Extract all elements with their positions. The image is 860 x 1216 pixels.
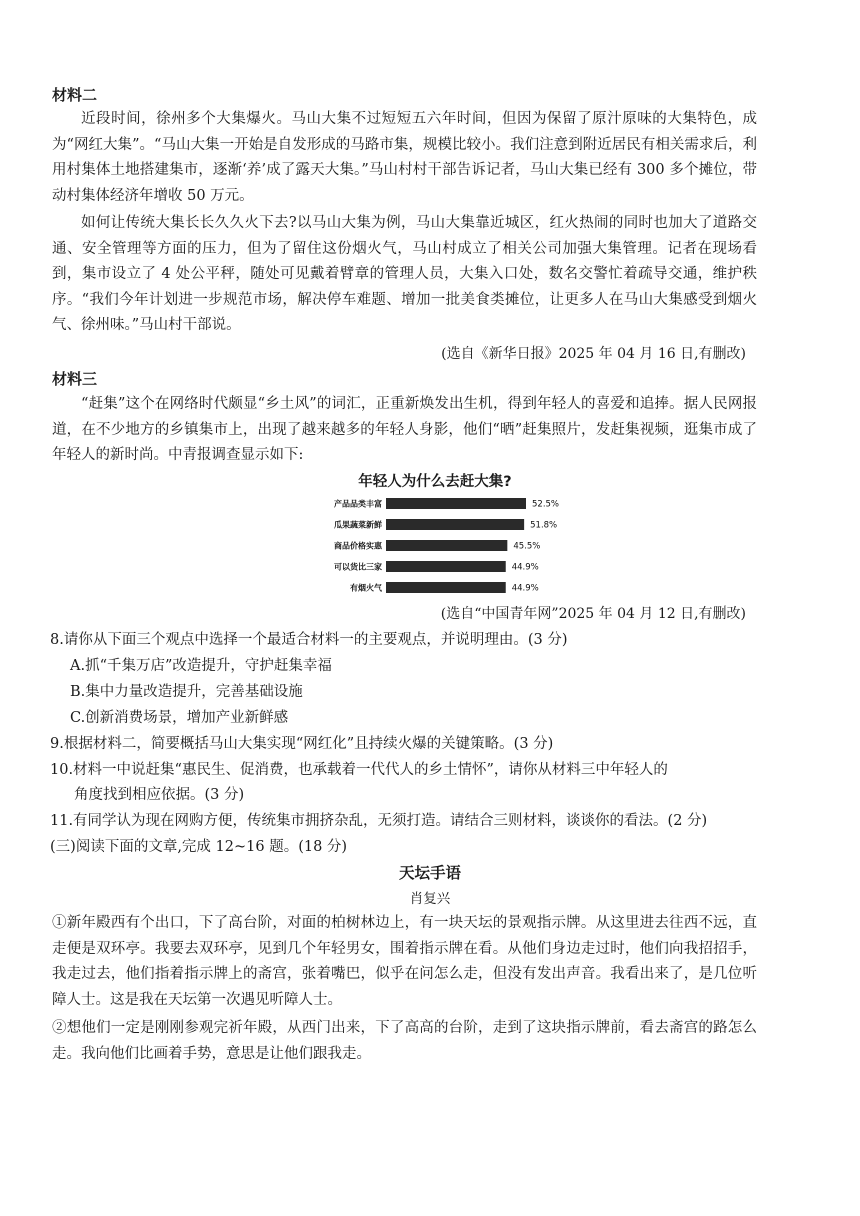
material2-paragraph-2: 如何让传统大集长长久久火下去?以马山大集为例，马山大集靠近城区，红火热闹的同时也加大了道路交通、安全管理等方面的压力，但为了留住这份烟火气，马山村成立了相关公司加强大集管理。记者在现场看到，集市设立了 4 处公平秤，随处可见戴着臂章的管理人员，大集入口处，数名交警忙着疏导交通，维护秩序。“我们今年计划进一步规范市场，解决停车难题、增加一批美食类摊位，让更多人在马山大集感受到烟火气、徐州味。”马山村干部说。 xyxy=(52,215,757,333)
question-9: 9.根据材料二，简要概括马山大集实现“网红化”且持续火爆的关键策略。(3 分) xyxy=(50,736,554,752)
material2-paragraph-1: 近段时间，徐州多个大集爆火。马山大集不过短短五六年时间，但因为保留了原汁原味的大集特色，成为“网红大集”。“马山大集一开始是自发形成的马路市集，规模比较小。我们注意到附近居民有相关需求后，利用村集体土地搭建集市，逐渐‘养’成了露天大集。”马山村村干部告诉记者，马山大集已经有 300 多个摊位，带动村集体经济年增收 50 万元。 xyxy=(52,111,757,204)
essay-author: 肖复兴 xyxy=(409,891,451,907)
value-label: 44.9% xyxy=(511,562,539,573)
value-label: 44.9% xyxy=(511,583,539,594)
category-label: 有烟火气 xyxy=(350,583,382,593)
bar xyxy=(386,582,506,593)
category-label: 商品价格实惠 xyxy=(334,541,382,551)
bar xyxy=(386,540,507,551)
bar xyxy=(386,519,524,530)
category-label: 瓜果蔬菜新鲜 xyxy=(334,520,382,530)
essay-paragraph-1: ①新年殿西有个出口，下了高台阶，对面的柏树林边上，有一块天坛的景观指示牌。从这里进去往西不远，直走便是双环亭。我要去双环亭，见到几个年轻男女，围着指示牌在看。从他们身边走过时，他们向我招招手，我走过去，他们指着指示牌上的斋宫，张着嘴巴，似乎在问怎么走，但没有发出声音。我看出来了，是几位听障人士。这是我在天坛第一次遇见听障人士。 xyxy=(52,915,757,1008)
question-10-line-2: 角度找到相应依据。(3 分) xyxy=(74,787,245,803)
essay-paragraph-2: ②想他们一定是刚刚参观完祈年殿，从西门出来，下了高高的台阶，走到了这块指示牌前，看去斋宫的路怎么走。我向他们比画着手势，意思是让他们跟我走。 xyxy=(52,1020,757,1062)
question-8: 8.请你从下面三个观点中选择一个最适合材料一的主要观点，并说明理由。(3 分) xyxy=(50,632,568,648)
category-label: 产品品类丰富 xyxy=(334,499,382,509)
chart-title: 年轻人为什么去赶大集? xyxy=(358,474,512,490)
question-8-option-c: C.创新消费场景，增加产业新鲜感 xyxy=(70,710,289,726)
survey-bar-chart xyxy=(300,468,570,598)
bar xyxy=(386,498,526,509)
section-3-instruction: (三)阅读下面的文章,完成 12~16 题。(18 分) xyxy=(50,839,348,855)
value-label: 45.5% xyxy=(513,541,541,552)
bar xyxy=(386,561,506,572)
question-10-line-1: 10.材料一中说赶集“惠民生、促消费，也承载着一代代人的乡土情怀”，请你从材料三中年轻人的 xyxy=(50,762,668,778)
question-10 xyxy=(50,758,770,808)
material3-heading: 材料三 xyxy=(52,370,98,388)
essay-title: 天坛手语 xyxy=(398,864,461,882)
material2-source: (选自《新华日报》2025 年 04 月 16 日,有删改) xyxy=(441,346,746,362)
question-8-option-b: B.集中力量改造提升，完善基础设施 xyxy=(70,684,303,700)
question-8-option-a: A.抓“千集万店”改造提升，守护赶集幸福 xyxy=(70,658,332,674)
material2-heading: 材料二 xyxy=(52,86,98,104)
material3-source: (选自“中国青年网”2025 年 04 月 12 日,有删改) xyxy=(440,606,746,622)
category-label: 可以货比三家 xyxy=(334,562,382,572)
value-label: 51.8% xyxy=(530,520,558,531)
value-label: 52.5% xyxy=(532,499,560,510)
material3-paragraph-1: “赶集”这个在网络时代颇显“乡土风”的词汇，正重新焕发出生机，得到年轻人的喜爱和追捧。据人民网报道，在不少地方的乡镇集市上，出现了越来越多的年轻人身影，他们“晒”赶集照片，发赶集视频，逛集市成了年轻人的新时尚。中青报调查显示如下: xyxy=(52,396,757,463)
question-11: 11.有同学认为现在网购方便，传统集市拥挤杂乱，无须打造。请结合三则材料，谈谈你的看法。(2 分) xyxy=(50,813,708,829)
